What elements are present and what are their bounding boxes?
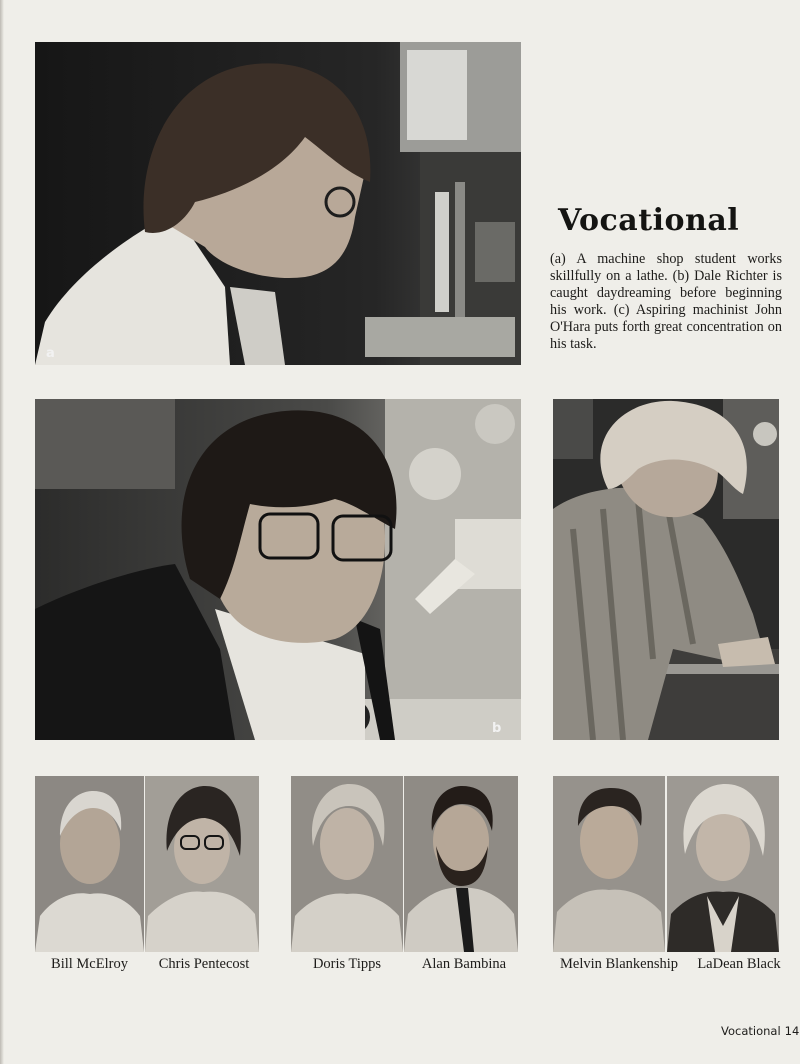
page-footer: [721, 1024, 799, 1038]
faculty-name-alan-bambina: Alan Bambina: [421, 956, 507, 972]
photo-b-label: b: [492, 721, 502, 736]
footer-page-number: 14: [784, 1024, 800, 1038]
faculty-name-bill-mcelroy: Bill McElroy: [51, 956, 128, 972]
portrait-alan-bambina: [404, 776, 518, 952]
photo-b-dale-richter: [35, 399, 521, 740]
photo-a-label: a: [46, 346, 55, 361]
portrait-chris-pentecost: [145, 776, 259, 952]
photo-caption: (a) A machine shop student works skillfully on a lathe. (b) Dale Richter is caught daydreaming before beginning his work. (c) Aspiring machinist John O'Hara puts forth great concentration on his task.: [550, 251, 782, 352]
footer-section: Vocational: [721, 1024, 781, 1038]
portrait-bill-mcelroy: [35, 776, 144, 952]
portrait-ladean-black: [667, 776, 779, 952]
faculty-name-melvin-blankenship: Melvin Blankenship: [559, 956, 678, 972]
portrait-doris-tipps: [291, 776, 403, 952]
photo-a-machine-shop-student: [35, 42, 521, 365]
faculty-name-ladean-black: LaDean Black: [697, 956, 781, 972]
photo-c-john-ohara: [553, 399, 779, 740]
page-binding-edge: [0, 0, 4, 1064]
faculty-name-chris-pentecost: Chris Pentecost: [158, 956, 250, 972]
portrait-melvin-blankenship: [553, 776, 665, 952]
page-heading: Vocational: [558, 203, 740, 238]
faculty-name-doris-tipps: Doris Tipps: [312, 956, 382, 972]
